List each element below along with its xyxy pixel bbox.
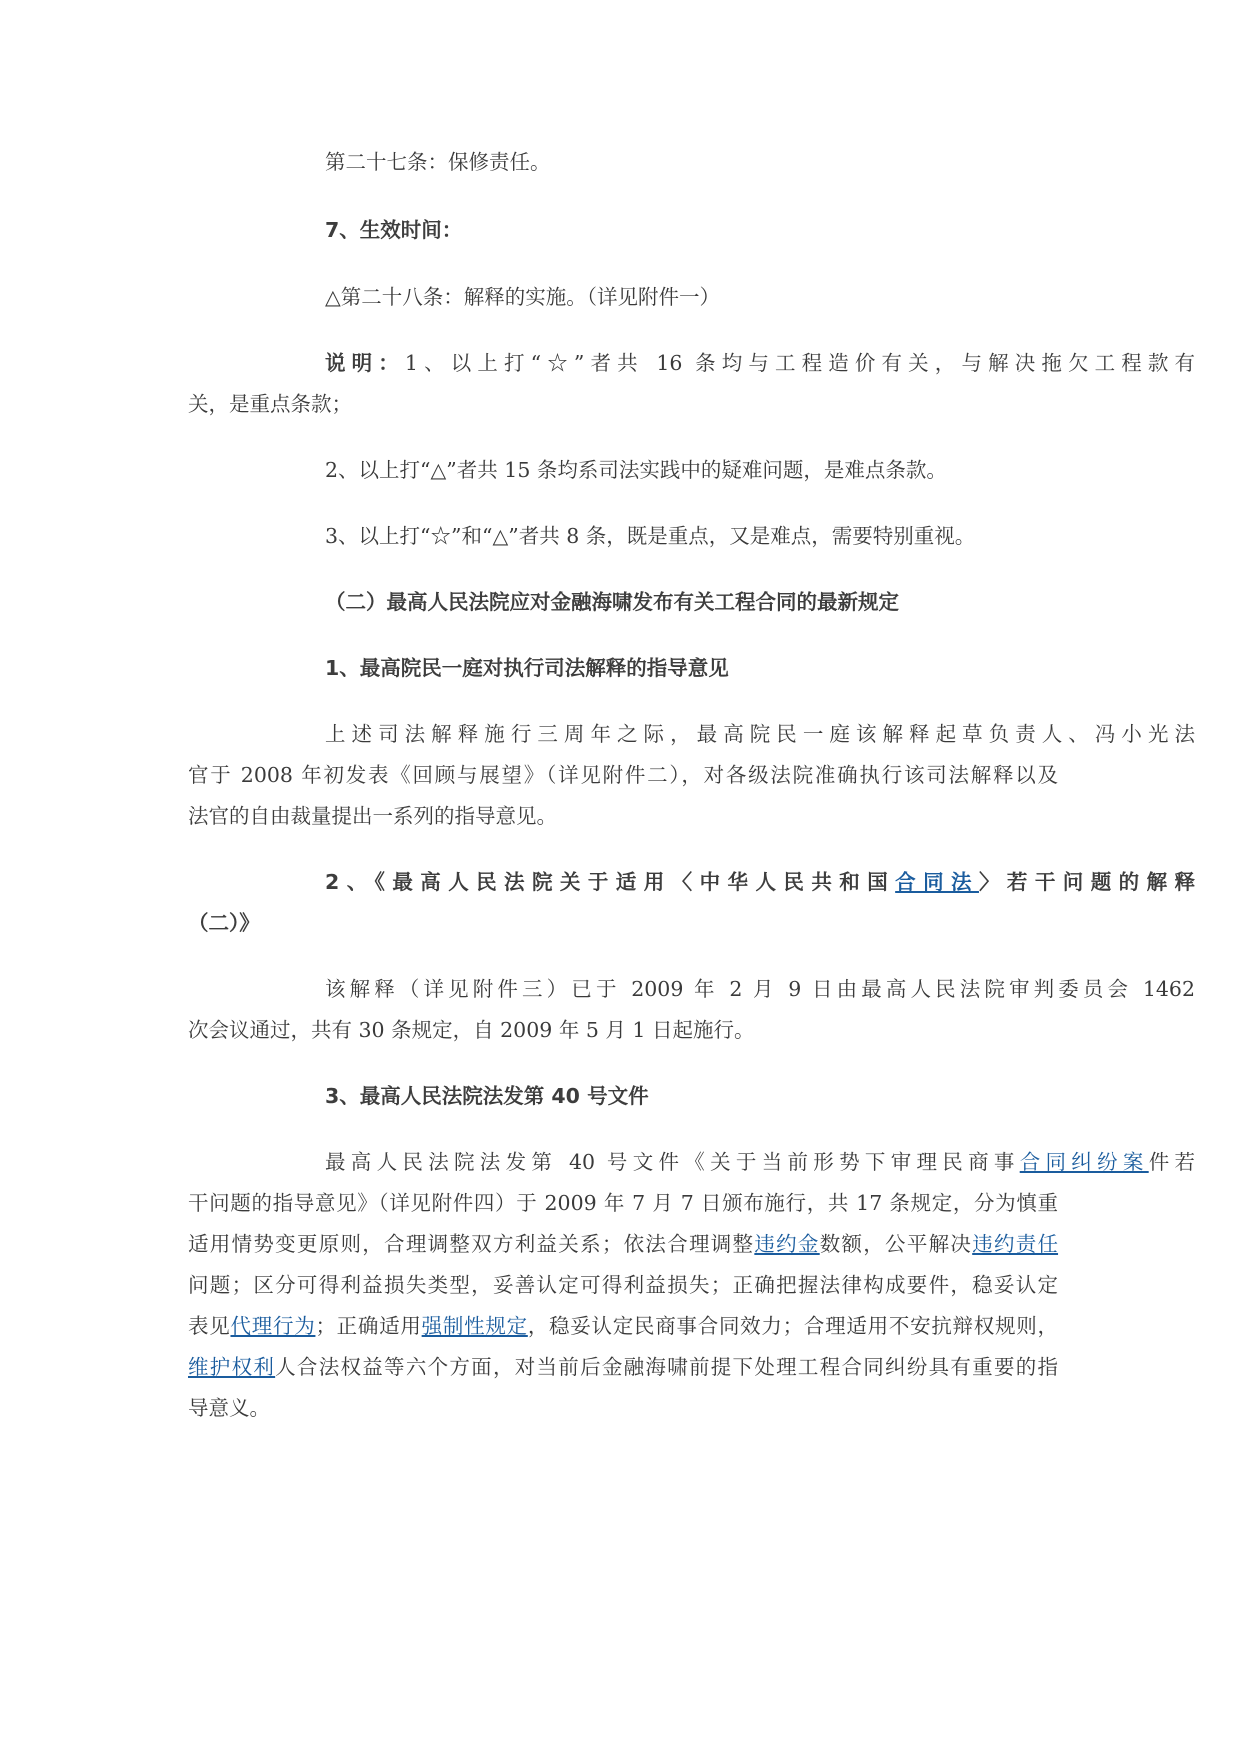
item-1-title: 1、最高院民一庭对执行司法解释的指导意见	[325, 656, 729, 680]
item-2-title-part-a: 2、《最高人民法院关于适用〈中华人民共和国	[325, 870, 896, 894]
item-1-line-2: 官于 2008 年初发表《回顾与展望》（详见附件二），对各级法院准确执行该司法解释以及	[188, 763, 1058, 787]
note-line-2: 关，是重点条款；	[188, 392, 352, 416]
paragraph-article-27: 第二十七条：保修责任。	[325, 150, 551, 174]
link-liquidated-damages[interactable]: 违约金	[754, 1232, 820, 1256]
item-3-line-5	[188, 1303, 1058, 1349]
item-3-line-5-text-a: 表见	[188, 1314, 231, 1338]
item-2-title-part-b: 〉若干问题的解释	[978, 870, 1196, 894]
link-mandatory-provisions[interactable]: 强制性规定	[421, 1314, 528, 1338]
item-3-line-1-text-a: 最高人民法院法发第 40 号文件《关于当前形势下审理民商事	[325, 1150, 1020, 1174]
link-rights-protection[interactable]: 维护权利	[188, 1355, 276, 1379]
note-line-3: 2、以上打“△”者共 15 条均系司法实践中的疑难问题，是难点条款。	[325, 458, 947, 482]
link-contract-dispute-case[interactable]: 合同纠纷案	[1019, 1150, 1149, 1174]
item-2-title	[188, 859, 1195, 905]
item-3-line-7: 导意义。	[188, 1396, 270, 1420]
item-2-title-line-2: （二）》	[188, 911, 260, 935]
item-3-line-3-text-a: 适用情势变更原则，合理调整双方利益关系；依法合理调整	[188, 1232, 755, 1256]
item-3-line-3-text-b: 数额，公平解决	[819, 1232, 973, 1256]
item-3-title: 3、最高人民法院法发第 40 号文件	[325, 1084, 649, 1108]
item-1-line-3: 法官的自由裁量提出一系列的指导意见。	[188, 804, 557, 828]
note-line-1	[188, 340, 1195, 386]
item-3-line-1	[188, 1139, 1195, 1185]
link-liability-for-breach[interactable]: 违约责任	[972, 1232, 1059, 1256]
item-3-line-3	[188, 1221, 1058, 1267]
note-text-1: 1、以上打“☆”者共 16 条均与工程造价有关，与解决拖欠工程款有	[404, 351, 1196, 375]
item-2-line-2: 次会议通过，共有 30 条规定，自 2009 年 5 月 1 日起施行。	[188, 1018, 755, 1042]
section-2-title: （二）最高人民法院应对金融海啸发布有关工程合同的最新规定	[325, 590, 899, 614]
item-3-line-2: 干问题的指导意见》（详见附件四）于 2009 年 7 月 7 日颁布施行，共 17 条规定，分为慎重	[188, 1191, 1058, 1215]
item-3-line-6	[188, 1344, 1058, 1390]
note-label: 说明：	[325, 351, 405, 375]
item-1-line-1: 上述司法解释施行三周年之际，最高院民一庭该解释起草负责人、冯小光法	[325, 722, 1195, 746]
link-contract-law[interactable]: 合同法	[895, 870, 979, 894]
note-line-4: 3、以上打“☆”和“△”者共 8 条，既是重点，又是难点，需要特别重视。	[325, 524, 976, 548]
item-3-line-4: 问题；区分可得利益损失类型，妥善认定可得利益损失；正确把握法律构成要件，稳妥认定	[188, 1273, 1058, 1297]
item-3-line-6-text: 人合法权益等六个方面，对当前后金融海啸前提下处理工程合同纠纷具有重要的指	[275, 1355, 1059, 1379]
item-2-line-1: 该解释（详见附件三）已于 2009 年 2 月 9 日由最高人民法院审判委员会 1462	[325, 977, 1195, 1001]
link-agency-act[interactable]: 代理行为	[230, 1314, 316, 1338]
item-3-line-5-text-b: ；正确适用	[315, 1314, 422, 1338]
heading-effective-time: 7、生效时间：	[325, 218, 463, 242]
paragraph-article-28: △第二十八条：解释的实施。（详见附件一）	[325, 285, 721, 309]
item-3-line-1-text-b: 件若	[1148, 1150, 1196, 1174]
item-3-line-5-text-c: ，稳妥认定民商事合同效力；合理适用不安抗辩权规则，	[527, 1314, 1059, 1338]
